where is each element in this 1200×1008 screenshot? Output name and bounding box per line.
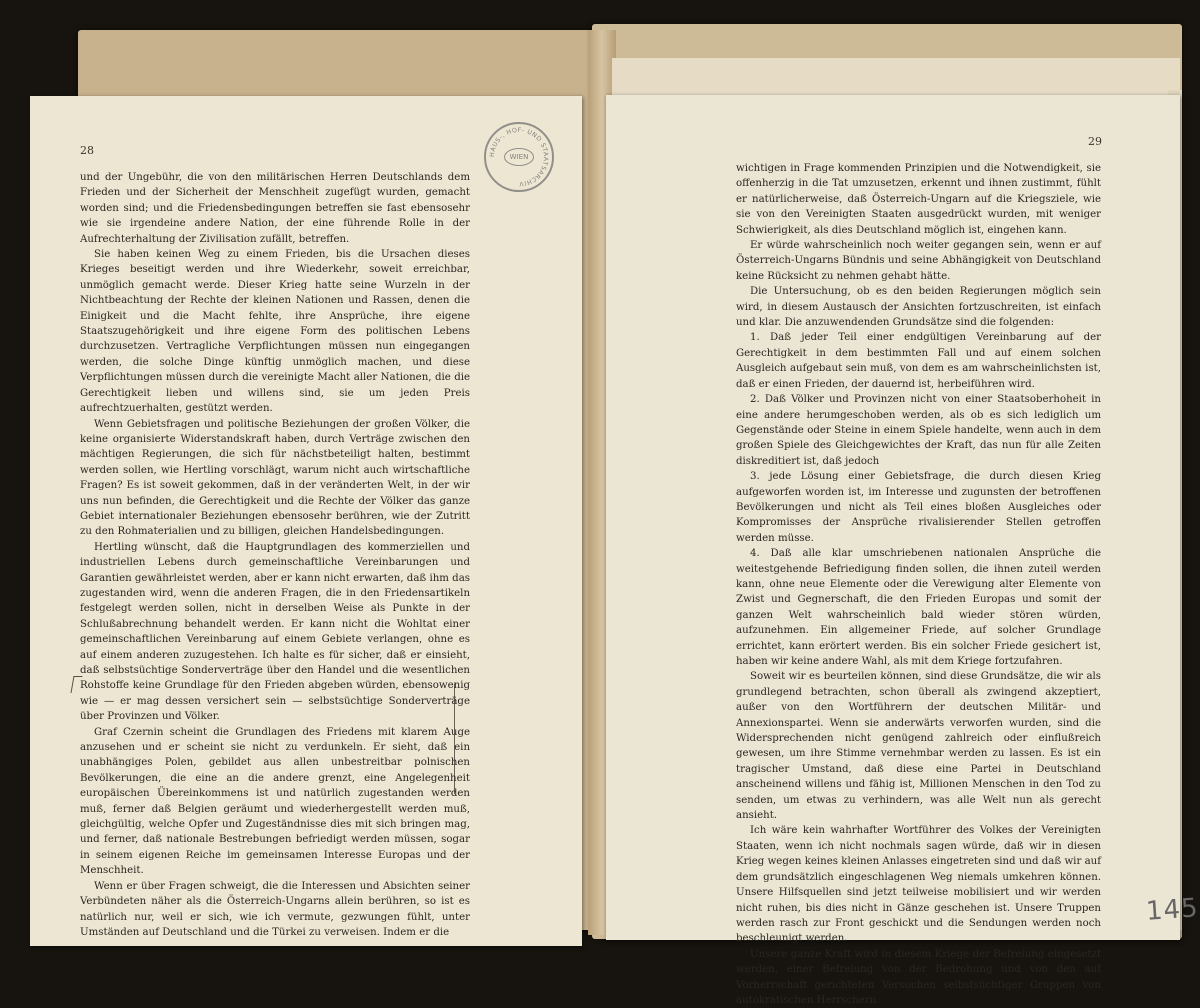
paragraph: Sie haben keinen Weg zu einem Frieden, bis die Ursachen dieses Krieges beseitigt werden und ihre Wiederkehr, soweit erreichbar, unmöglich gemacht werde. Dieser Krieg hatte seine Wurzeln in der Nichtbeachtung der Rechte der kleinen Nationen und Rassen, denen die Einigkeit und die Macht fehlte, ihre Ansprüche, ihre eigene Staatszugehörigkeit und ihre eigene Form des politischen Lebens durchzusetzen. Vertragliche Verpflichtungen müssen nun eingegangen werden, die solche Dinge künftig unmöglich machen, und diese Verpflichtungen müssen durch die vereinigte Macht aller Nationen, die die Gerechtigkeit lieben und willens sind, sie um jeden Preis aufrechtzuerhalten, gestützt werden.	[80, 249, 470, 415]
page-number-left: 28	[80, 144, 94, 157]
archive-stamp	[484, 122, 554, 192]
paragraph: Wenn er über Fragen schweigt, die die Interessen und Absichten seiner Verbündeten näher als die Österreich-Ungarns allein berühren, so ist es natürlich nur, weil er sich, wie ich vermute, gezwungen fühlt, unter Umständen auf Deutschland und die Türkei zu verweisen. Indem er die	[80, 880, 470, 938]
paragraph: Unsere ganze Kraft wird in diesem Kriege der Befreiung eingesetzt werden, einer Befreiung von der Bedrohung und von den auf Vorherrschaft gerichteten Versuchen selbstsüchtiger Gruppen von autokratischen Herrschern.	[736, 948, 1101, 1006]
paragraph: 4. Daß alle klar umschriebenen nationalen Ansprüche die weitestgehende Befriedigung finden sollen, die ihnen zuteil werden kann, ohne neue Elemente oder die Verewigung alter Elemente von Zwist und Gegnerschaft, die den Frieden Europas und somit der ganzen Welt wahrscheinlich bald wieder stören würden, aufzunehmen. Ein allgemeiner Friede, auf solcher Grundlage errichtet, kann erörtert werden. Bis ein solcher Friede gesichert ist, haben wir keine andere Wahl, als mit dem Kriege fortzufahren.	[736, 548, 1101, 667]
paragraph: Soweit wir es beurteilen können, sind diese Grundsätze, die wir als grundlegend betrachten, schon überall als zwingend akzeptiert, außer von den Wortführern der deutschen Militär- und Annexionspartei. Wenn sie anderwärts verworfen wurden, sind die Widersprechenden nicht genügend zahlreich oder einflußreich gewesen, um ihre Stimme vernehmbar werden zu lassen. Es ist ein tragischer Umstand, daß diese eine Partei in Deutschland anscheinend willens und fähig ist, Millionen Menschen in den Tod zu senden, um etwas zu verhindern, was alle Welt nun als gerecht ansieht.	[736, 671, 1101, 822]
paragraph: Hertling wünscht, daß die Hauptgrundlagen des kommerziellen und industriellen Lebens durch gemeinschaftliche Vereinbarungen und Garantien gewährleistet werden, aber er kann nicht erwarten, daß ihm das zugestanden wird, wenn die anderen Fragen, die in den Friedensartikeln festgelegt werden sollen, nicht in derselben Weise als Punkte in der Schlußabrechnung behandelt werden. Er kann nicht die Wohltat einer gemeinschaftlichen Vereinbarung auf einem Gebiete verlangen, ohne es auf einem anderen zuzugestehen. Ich halte es für sicher, daß er einsieht, daß selbstsüchtige Sonderverträge über den Handel und die wesentlichen Rohstoffe keine Grundlage für den Frieden abgeben würden, ebensowenig wie — er mag dessen versichert sein — selbstsüchtige Sonderverträge über Provinzen und Völker.	[80, 541, 470, 723]
page-number-right: 29	[1088, 135, 1102, 148]
paragraph: 2. Daß Völker und Provinzen nicht von einer Staatsoberhoheit in eine andere herumgeschoben werden, als ob es sich lediglich um Gegenstände oder Steine in einem Spiele handelte, wenn auch in dem großen Spiele des Gleichgewichtes der Kraft, das nun für alle Zeiten diskreditiert ist, daß jedoch	[736, 394, 1101, 467]
svg-text:HAUS-, HOF- UND STAATSARCHIV	[489, 127, 549, 187]
paragraph: 3. jede Lösung einer Gebietsfrage, die durch diesen Krieg aufgeworfen worden ist, im Interesse und zugunsten der betroffenen Bevölkerungen und nicht als Teil eines bloßen Ausgleiches oder Kompromisses der Ansprüche rivalisierender Stellen getroffen werden müsse.	[736, 471, 1101, 544]
paragraph: 1. Daß jeder Teil einer endgültigen Vereinbarung auf der Gerechtigkeit in dem bestimmten Fall und auf einem solchen Ausgleich aufgebaut sein muß, von dem es am wahrscheinlichsten ist, daß er einen Frieden, der dauernd ist, herbeiführen wird.	[736, 332, 1101, 390]
right-page	[606, 95, 1200, 1006]
handwritten-folio-number: 145	[1145, 893, 1200, 927]
paragraph: Wenn Gebietsfragen und politische Beziehungen der großen Völker, die keine organisierte Widerstandskraft haben, durch Verträge zwischen den mächtigen Regierungen, die sich für nächstbeteiligt halten, bestimmt werden sollen, wie Hertling vorschlägt, warum nicht auch wirtschaftliche Fragen? Es ist soweit gekommen, daß in der veränderten Welt, in der wir uns nun befinden, die Gerechtigkeit und die Rechte der Völker das ganze Gebiet internationaler Beziehungen ebensosehr berühren, wie der Zutritt zu den Rohmaterialien und zu billigen, gleichen Handelsbedingungen.	[80, 418, 470, 538]
left-page-body	[80, 170, 470, 940]
stamp-ring-icon	[486, 124, 552, 190]
paragraph: wichtigen in Frage kommenden Prinzipien und die Notwendigkeit, sie offenherzig in die Tat umzusetzen, erkennt und ihnen zustimmt, fühlt er natürlicherweise, daß Österreich-Ungarn auf die Kriegsziele, wie sie von den Vereinigten Staaten ausgedrückt wurden, mit weniger Schwierigkeit, als dies Deutschland möglich ist, eingehen kann.	[736, 163, 1101, 236]
paragraph: Graf Czernin scheint die Grundlagen des Friedens mit klarem Auge anzusehen und er scheint sie nicht zu verdunkeln. Er sieht, daß ein unabhängiges Polen, gebildet aus allen unbestreitbar polnischen Bevölkerungen, die eine an die andere grenzt, eine Angelegenheit europäischen Übereinkommens ist und natürlich zugestanden werden muß, ferner daß Belgien geräumt und wiederhergestellt werden muß, gleichgültig, welche Opfer und Zugeständnisse dies mit sich bringen mag, und ferner, daß nationale Bestrebungen befriedigt werden müssen, sogar in seinem eigenen Reiche im gemeinsamen Interesse Europas und der Menschheit.	[80, 726, 470, 877]
paragraph: Er würde wahrscheinlich noch weiter gegangen sein, wenn er auf Österreich-Ungarns Bündnis und seine Abhängigkeit von Deutschland keine Rücksicht zu nehmen gehabt hätte.	[736, 240, 1101, 282]
paragraph: und der Ungebühr, die von den militärischen Herren Deutschlands dem Frieden und der Sicherheit der Menschheit zugefügt wurden, gemacht worden sind; und die Friedensbedingungen betreffen sie fast ebensosehr wie sie irgendeine andere Nation, der eine führende Rolle in der Aufrechterhaltung der Zivilisation zufällt, betreffen.	[80, 172, 470, 245]
paragraph: Ich wäre kein wahrhafter Wortführer des Volkes der Vereinigten Staaten, wenn ich nicht nochmals sagen würde, daß wir in diesen Krieg wegen keines kleinen Anlasses eingetreten sind und daß wir auf dem grundsätzlich eingeschlagenen Weg niemals umkehren können. Unsere Hilfsquellen sind jetzt teilweise mobilisiert und wir werden nicht ruhen, bis dies nicht in Gänze geschehen ist. Unsere Truppen werden rasch zur Front geschickt und die Sendungen werden noch beschleunigt werden.	[736, 825, 1101, 945]
paragraph: Die Untersuchung, ob es den beiden Regierungen möglich sein wird, in diesem Austausch der Ansichten fortzuschreiten, ist einfach und klar. Die anzuwendenden Grundsätze sind die folgenden:	[736, 286, 1101, 329]
right-page-body	[736, 161, 1101, 1008]
stamp-ring-text: HAUS-, HOF- UND STAATSARCHIV	[488, 126, 550, 188]
stamp-center: WIEN	[504, 148, 534, 166]
left-page	[30, 96, 582, 946]
